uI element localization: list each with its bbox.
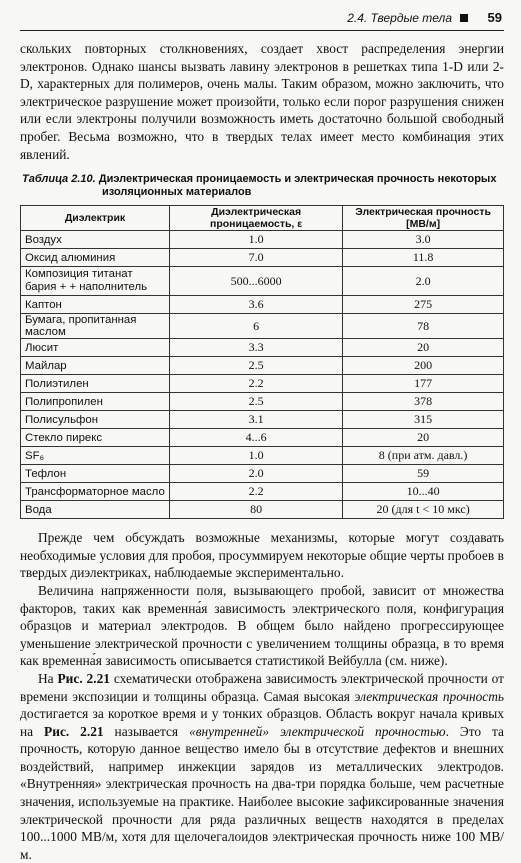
table-row <box>21 296 504 314</box>
cell-strength: 200 <box>343 357 504 375</box>
cell-strength: 315 <box>343 411 504 429</box>
cell-strength: 275 <box>343 296 504 314</box>
table-row <box>21 465 504 483</box>
paragraph-mechanisms: Прежде чем обсуждать возможные механизмы, которые могут создавать необходимые условия для пробоя, просуммируем некоторые общие черты пробоев в твердых диэлектриках, наблюдаемые экспериментально. <box>20 530 504 581</box>
cell-material: Каптон <box>21 296 170 314</box>
cell-material: Полипропилен <box>21 393 170 411</box>
intro-paragraph: скольких повторных столкновениях, создает хвост распределения энергии электронов. Однако шансы вызвать лавину электронов в решетках типа 1-D или 2-D, характерных для полимеров, очень малы. Таким образом, можно заключить, что электрическое разрушение может произойти, только если порог разрушения снижен или если электроны получили возможность иметь достаточно большой свободный пробег. Весьма возможно, что в твердых телах имеет место комбинация этих явлений. <box>20 41 504 162</box>
cell-material: Оксид алюминия <box>21 249 170 267</box>
cell-material: Полисульфон <box>21 411 170 429</box>
table-row <box>21 429 504 447</box>
cell-material: Бумага, пропитанная маслом <box>21 314 170 339</box>
table-row <box>21 501 504 519</box>
cell-material: Майлар <box>21 357 170 375</box>
emphasis-term: «внутренней» электрической прочностью <box>189 723 446 739</box>
table-body <box>21 231 504 519</box>
running-head <box>20 8 504 31</box>
paragraph-figure-2-21 <box>20 670 504 863</box>
cell-strength: 59 <box>343 465 504 483</box>
cell-material: SF₆ <box>21 447 170 465</box>
cell-material: Тефлон <box>21 465 170 483</box>
table-row <box>21 339 504 357</box>
table-caption <box>20 173 504 199</box>
table-row <box>21 231 504 249</box>
table-row <box>21 249 504 267</box>
cell-strength: 20 <box>343 429 504 447</box>
cell-strength: 11.8 <box>343 249 504 267</box>
cell-material: Композиция титанат бария + + наполнитель <box>21 267 170 296</box>
cell-permittivity: 2.2 <box>170 483 343 501</box>
cell-strength: 378 <box>343 393 504 411</box>
text-run: На <box>38 670 58 686</box>
cell-material: Стекло пирекс <box>21 429 170 447</box>
table-row <box>21 314 504 339</box>
column-header-permittivity: Диэлектрическая проницаемость, ε <box>170 206 343 231</box>
cell-strength: 10...40 <box>343 483 504 501</box>
cell-permittivity: 3.3 <box>170 339 343 357</box>
table-row <box>21 357 504 375</box>
cell-strength: 78 <box>343 314 504 339</box>
cell-strength: 3.0 <box>343 231 504 249</box>
cell-permittivity: 2.0 <box>170 465 343 483</box>
cell-material: Вода <box>21 501 170 519</box>
section-title: 2.4. Твердые тела <box>347 11 452 25</box>
page-number: 59 <box>487 10 502 25</box>
column-header-material: Диэлектрик <box>21 206 170 231</box>
table-caption-title-cont: изоляционных материалов <box>102 186 252 199</box>
paragraph-field-strength: Величина напряженности поля, вызывающего пробой, зависит от множества факторов, таких как временна́я зависимость электрического поля, конфигурация образцов и материал электродов. В общем было найдено прогрессирующее уменьшение электрической прочности с увеличением толщины образца, в то время как временна́я зависимость описывается статистикой Вейбулла (см. ниже). <box>20 582 504 669</box>
emphasis-term: электрическая прочность <box>354 688 504 704</box>
cell-permittivity: 3.6 <box>170 296 343 314</box>
table-caption-title: Диэлектрическая проницаемость и электрическая прочность некоторых <box>98 173 497 186</box>
cell-permittivity: 2.2 <box>170 375 343 393</box>
cell-material: Люсит <box>21 339 170 357</box>
text-run: называется <box>103 723 190 739</box>
text-run: достигается за короткое время и у тонких образцов. Область вокруг начала кривых на <box>20 706 504 739</box>
cell-strength: 177 <box>343 375 504 393</box>
cell-permittivity: 2.5 <box>170 357 343 375</box>
cell-material: Трансформаторное масло <box>21 483 170 501</box>
table-row <box>21 483 504 501</box>
figure-reference[interactable]: Рис. 2.21 <box>57 670 110 686</box>
table-row <box>21 393 504 411</box>
cell-permittivity: 3.1 <box>170 411 343 429</box>
cell-permittivity: 1.0 <box>170 447 343 465</box>
book-page <box>20 8 504 863</box>
cell-permittivity: 7.0 <box>170 249 343 267</box>
figure-reference[interactable]: Рис. 2.21 <box>44 723 104 739</box>
table-header-row <box>21 206 504 231</box>
cell-strength: 2.0 <box>343 267 504 296</box>
table-caption-label: Таблица 2.10. <box>22 173 96 186</box>
text-run: схематически отображена зависимость электрической прочности от времени экспозиции и толщины образца. Самая высокая <box>20 670 504 704</box>
table-row <box>21 375 504 393</box>
table-row <box>21 411 504 429</box>
column-header-strength: Электрическая прочность [МВ/м] <box>343 206 504 231</box>
cell-strength: 20 <box>343 339 504 357</box>
dielectric-table <box>20 205 504 519</box>
cell-permittivity: 1.0 <box>170 231 343 249</box>
table-row <box>21 447 504 465</box>
cell-material: Воздух <box>21 231 170 249</box>
cell-strength: 20 (для t < 10 мкс) <box>343 501 504 519</box>
cell-permittivity: 500...6000 <box>170 267 343 296</box>
cell-permittivity: 2.5 <box>170 393 343 411</box>
cell-permittivity: 4...6 <box>170 429 343 447</box>
cell-permittivity: 6 <box>170 314 343 339</box>
cell-material: Полиэтилен <box>21 375 170 393</box>
table-row <box>21 267 504 296</box>
cell-permittivity: 80 <box>170 501 343 519</box>
cell-strength: 8 (при атм. давл.) <box>343 447 504 465</box>
text-run: . Это та прочность, которую данное вещество имело бы в отсутствие дефектов и внешних воздействий, например инжекции зарядов из металлических электродов. «Внутренняя» электрическая прочность на два-три порядка больше, чем расчетные значения, используемые на практике. Наиболее высокие зафиксированные значения электрической прочности для ряда различных веществ находятся в пределах 100...1000 МВ/м, хотя для щелочегалоидов электрическая прочность ниже 100 МВ/м. <box>20 723 504 862</box>
square-bullet-icon <box>460 14 468 22</box>
